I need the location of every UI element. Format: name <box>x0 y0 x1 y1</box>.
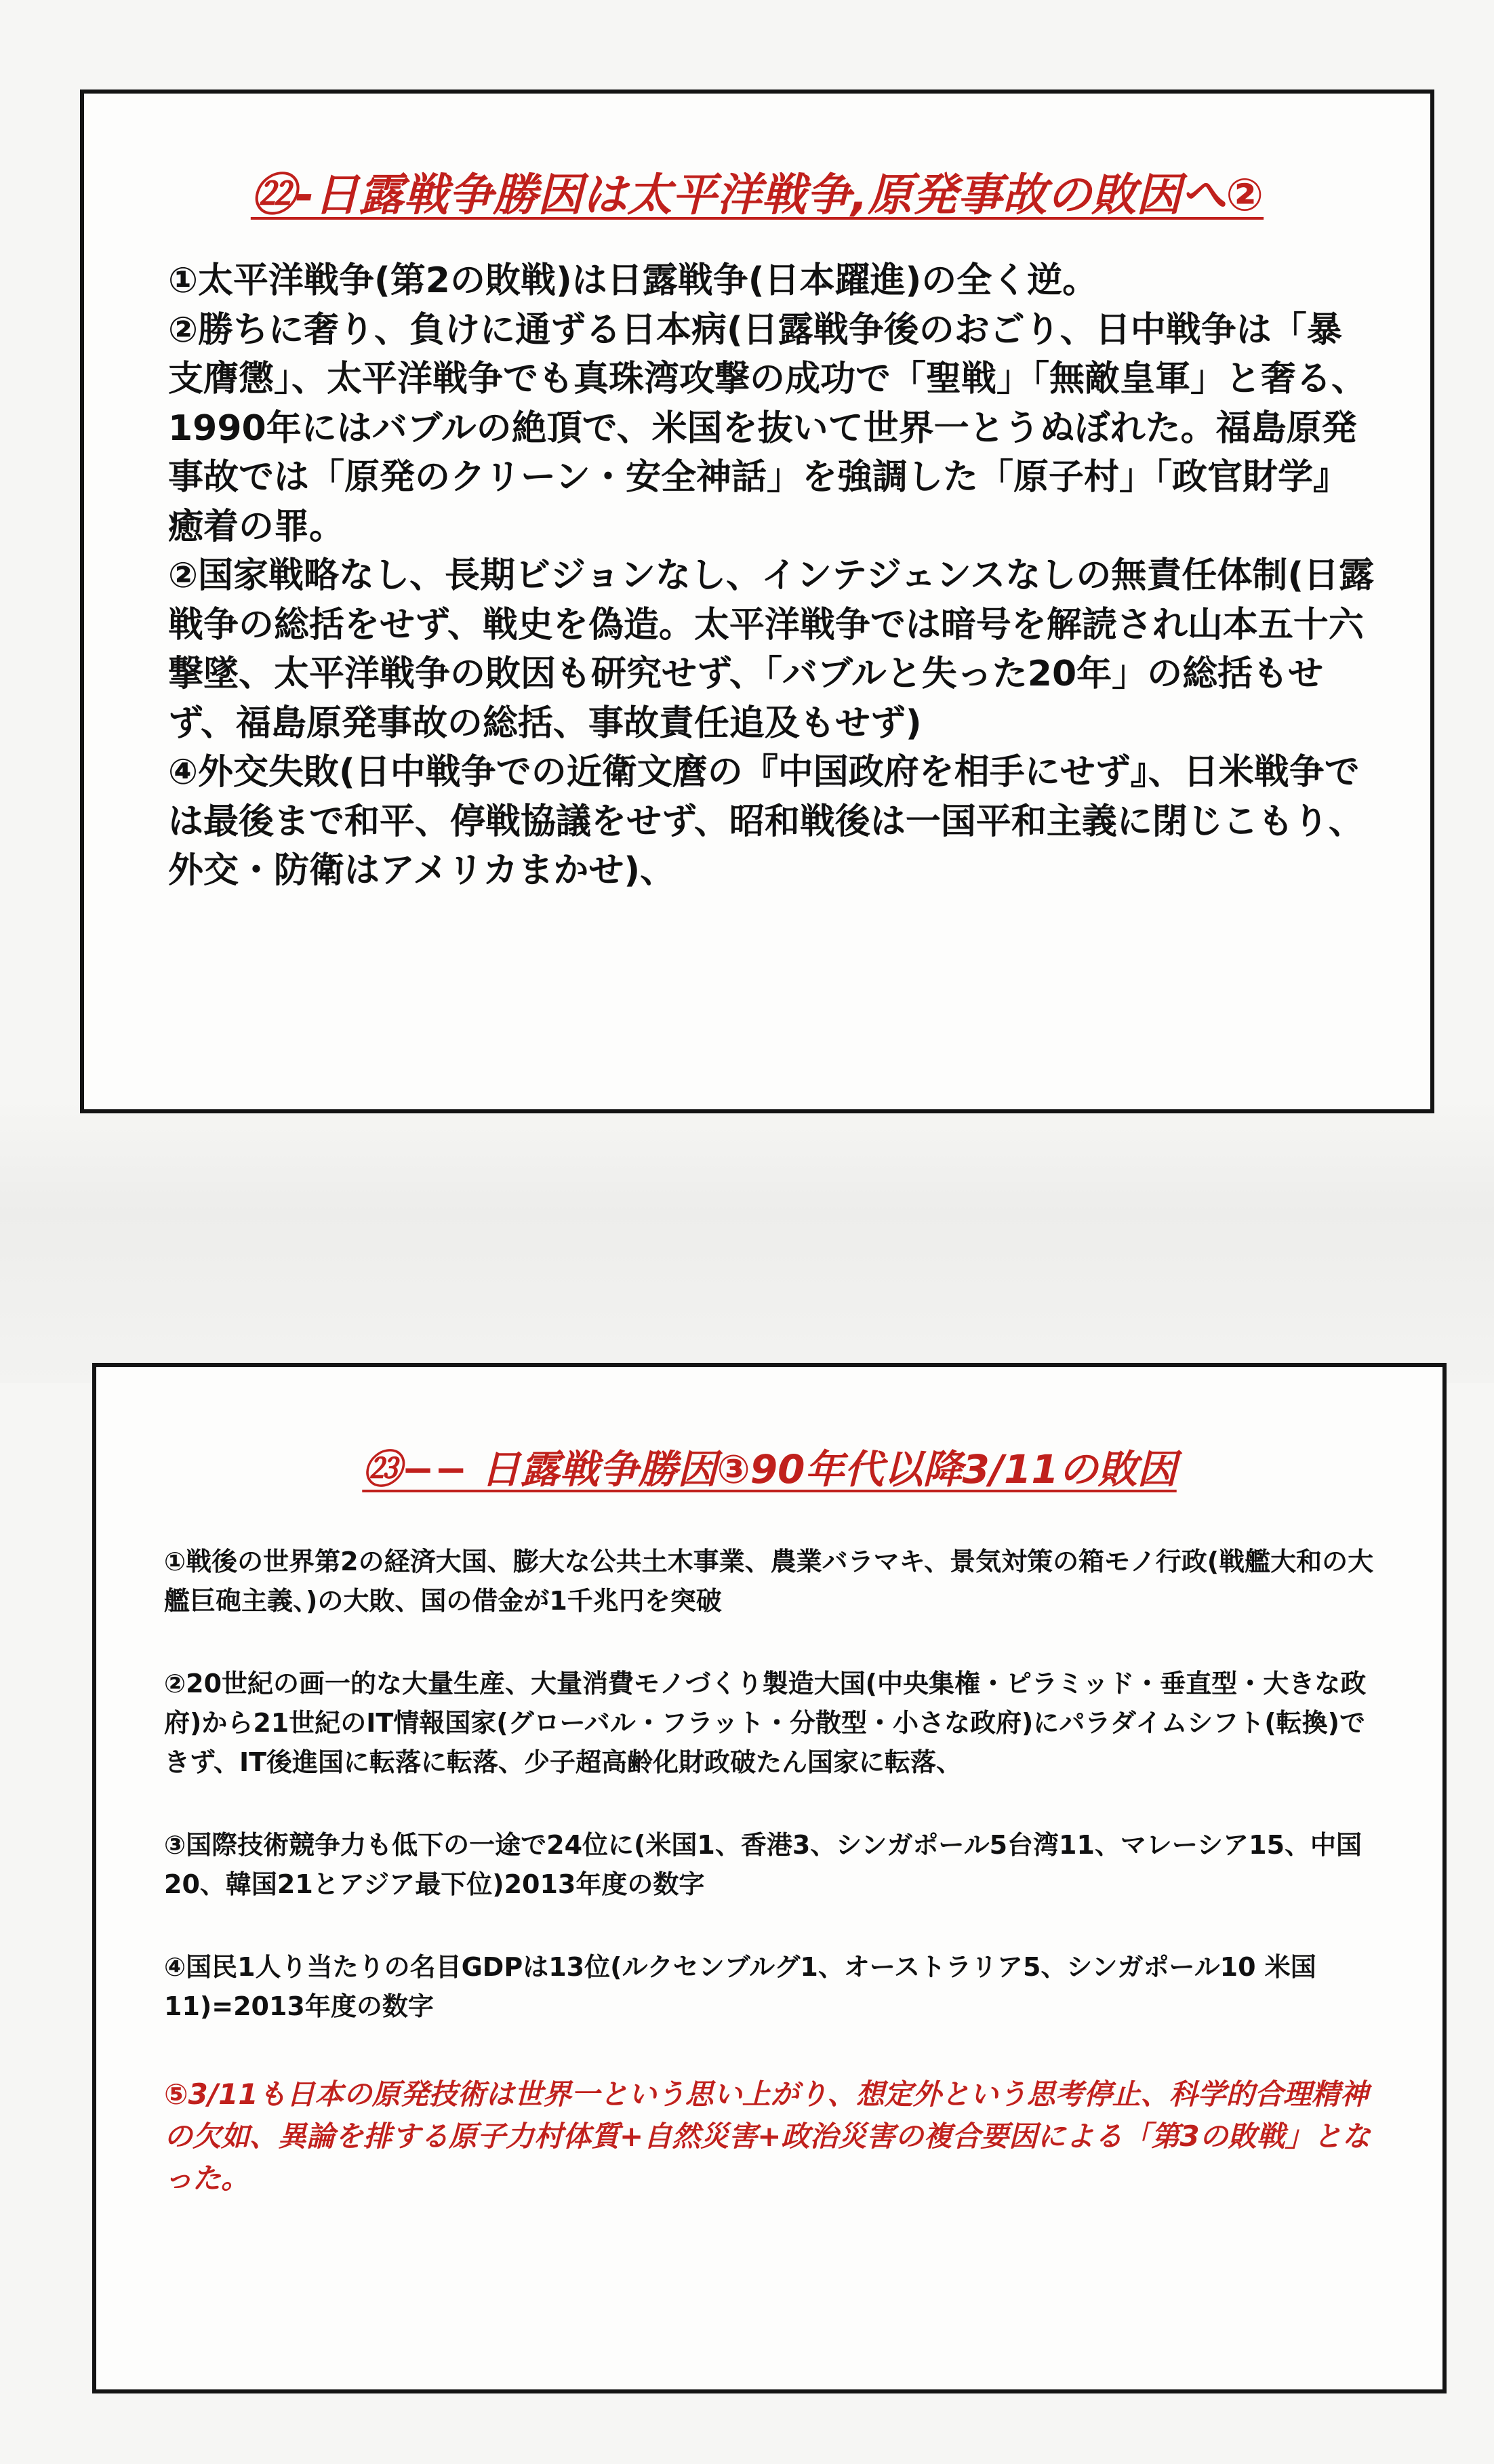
paragraph: ②20世紀の画一的な大量生産、大量消費モノづくり製造大国(中央集権・ピラミッド・垂直型・大きな政府)から21世紀のIT情報国家(グローバル・フラット・分散型・小さな政府)にパラダイムシフト(転換)できず、IT後進国に転落に転落、少子超高齢化財政破たん国家に転落、 <box>164 1669 1367 1777</box>
slide-23 <box>92 1363 1447 2393</box>
paragraph: ②勝ちに奢り、負けに通ずる日本病(日露戦争後のおごり、日中戦争は「暴支膺懲」、太平洋戦争でも真珠湾攻撃の成功で「聖戦」「無敵皇軍」と奢る、1990年にはバブルの絶頂で、米国を抜いて世界一とうぬぼれた。福島原発事故では「原発のクリーン・安全神話」を強調した「原子村」「政官財学』癒着の罪。 <box>168 309 1367 547</box>
slide-title: ㉓−− 日露戦争勝因③90年代以降3/11の敗因 <box>362 1446 1177 1492</box>
slide-body <box>168 256 1375 896</box>
slide-22 <box>80 90 1434 1113</box>
conclusion-paragraph: ⑤3/11も日本の原発技術は世界一という思い上がり、想定外という思考停止、科学的合理精神の欠如、異論を排する原子力村体質+自然災害+政治災害の複合要因による「第3の敗戦」となった。 <box>164 2078 1371 2195</box>
slide-body <box>164 1542 1384 2243</box>
paragraph: ③国際技術競争力も低下の一途で24位に(米国1、香港3、シンガポール5台湾11、マレーシア15、中国20、韓国21とアジア最下位)2013年度の数字 <box>164 1830 1362 1899</box>
paragraph: ④外交失敗(日中戦争での近衛文麿の『中国政府を相手にせず』、日米戦争では最後まで和平、停戦協議をせず、昭和戦後は一国平和主義に閉じこもり、外交・防衛はアメリカまかせ)、 <box>168 752 1364 891</box>
paragraph: ①太平洋戦争(第2の敗戦)は日露戦争(日本躍進)の全く逆。 <box>168 260 1098 301</box>
page-gap <box>0 1098 1494 1383</box>
paragraph: ①戦後の世界第2の経済大国、膨大な公共土木事業、農業バラマキ、景気対策の箱モノ行政(戦艦大和の大艦巨砲主義、)の大敗、国の借金が1千兆円を突破 <box>164 1547 1374 1616</box>
paragraph: ②国家戦略なし、長期ビジョンなし、インテジェンスなしの無責任体制(日露戦争の総括をせず、戦史を偽造。太平洋戦争では暗号を解読され山本五十六撃墜、太平洋戦争の敗因も研究せず、「バブルと失った20年」の総括もせず、福島原発事故の総括、事故責任追及もせず) <box>168 555 1375 744</box>
slide-title: ㉒-日露戦争勝因は太平洋戦争,原発事故の敗因へ② <box>250 169 1264 221</box>
paragraph: ④国民1人り当たりの名目GDPは13位(ルクセンブルグ1、オーストラリア5、シンガポール10 米国11)=2013年度の数字 <box>164 1952 1316 2021</box>
